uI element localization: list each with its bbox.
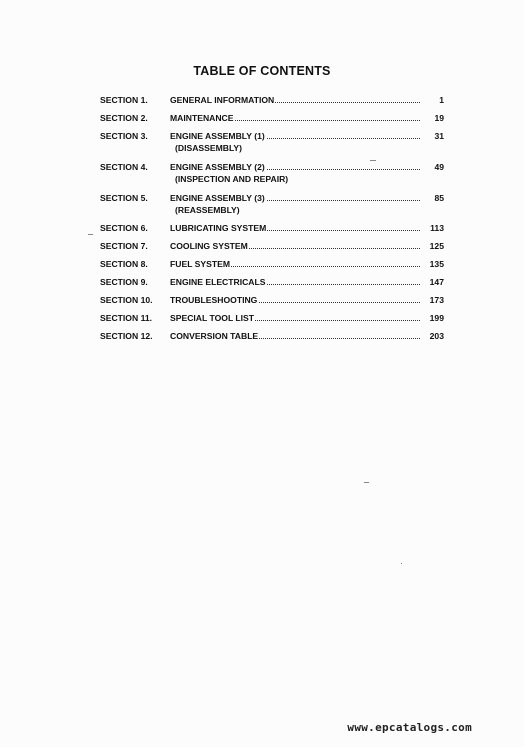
page-number: 19 xyxy=(434,113,444,123)
section-number: SECTION 11. xyxy=(100,313,153,323)
page-number: 199 xyxy=(429,313,444,323)
section-subtitle: (REASSEMBLY) xyxy=(175,205,240,215)
section-number: SECTION 8. xyxy=(100,259,148,269)
section-title: FUEL SYSTEM xyxy=(170,258,420,270)
section-number: SECTION 3. xyxy=(100,131,148,141)
page-title: TABLE OF CONTENTS xyxy=(193,64,331,78)
page-number: 135 xyxy=(429,259,444,269)
toc-entry[interactable] xyxy=(100,222,444,234)
scan-speck xyxy=(88,234,93,235)
section-number: SECTION 1. xyxy=(100,95,148,105)
page-number: 1 xyxy=(439,95,444,105)
section-title: ENGINE ASSEMBLY (1) xyxy=(170,130,420,142)
section-title: ENGINE ASSEMBLY (2) xyxy=(170,161,420,173)
section-title: ENGINE ELECTRICALS xyxy=(170,276,420,288)
section-title: SPECIAL TOOL LIST xyxy=(170,312,420,324)
section-number: SECTION 9. xyxy=(100,277,148,287)
toc-entry[interactable] xyxy=(100,112,444,124)
section-number: SECTION 2. xyxy=(100,113,148,123)
page-number: 147 xyxy=(429,277,444,287)
page-number: 85 xyxy=(434,193,444,203)
toc-entry[interactable] xyxy=(100,192,444,215)
watermark-text: www.epcatalogs.com xyxy=(347,721,472,734)
page-number: 125 xyxy=(429,241,444,251)
toc-entry[interactable] xyxy=(100,330,444,342)
section-number: SECTION 7. xyxy=(100,241,148,251)
page-number: 173 xyxy=(429,295,444,305)
section-title: LUBRICATING SYSTEM xyxy=(170,222,420,234)
section-number: SECTION 12. xyxy=(100,331,153,341)
section-title: GENERAL INFORMATION xyxy=(170,94,420,106)
section-subtitle: (DISASSEMBLY) xyxy=(175,143,243,153)
section-number: SECTION 6. xyxy=(100,223,148,233)
section-title: COOLING SYSTEM xyxy=(170,240,420,252)
toc-entry[interactable] xyxy=(100,312,444,324)
page-number: 203 xyxy=(429,331,444,341)
scan-speck xyxy=(401,563,402,564)
toc-entry[interactable] xyxy=(100,130,444,153)
section-number: SECTION 10. xyxy=(100,295,153,305)
section-number: SECTION 4. xyxy=(100,162,148,172)
scan-speck xyxy=(364,482,369,483)
toc-entry[interactable] xyxy=(100,161,444,184)
section-subtitle: (INSPECTION AND REPAIR) xyxy=(175,174,289,184)
section-title: CONVERSION TABLE xyxy=(170,330,420,342)
toc-entry[interactable] xyxy=(100,276,444,288)
toc-entry[interactable] xyxy=(100,94,444,106)
page-number: 49 xyxy=(434,162,444,172)
section-number: SECTION 5. xyxy=(100,193,148,203)
section-title: ENGINE ASSEMBLY (3) xyxy=(170,192,420,204)
page-number: 31 xyxy=(434,131,444,141)
section-title: MAINTENANCE xyxy=(170,112,420,124)
toc-entry[interactable] xyxy=(100,294,444,306)
page-number: 113 xyxy=(430,223,444,233)
toc-entry[interactable] xyxy=(100,258,444,270)
toc-entry[interactable] xyxy=(100,240,444,252)
section-title: TROUBLESHOOTING xyxy=(170,294,420,306)
